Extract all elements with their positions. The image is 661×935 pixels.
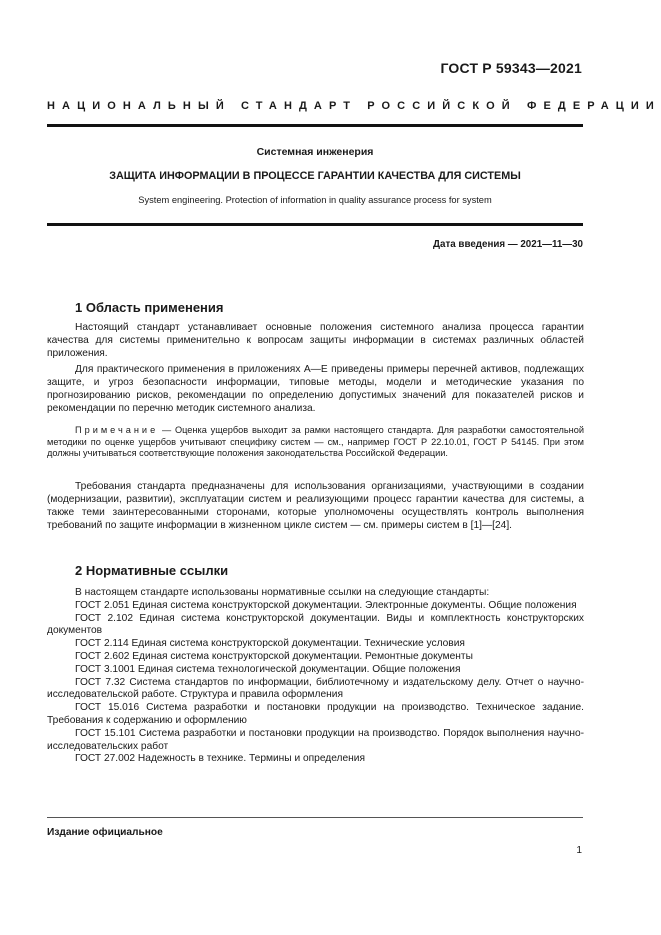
section-1-paragraph-2 [47,364,584,416]
reference-item: ГОСТ 2.051 Единая система конструкторской документации. Электронные документы. Общие положения [75,599,577,611]
paragraph-text: Настоящий стандарт устанавливает основные положения системного анализа процесса гарантии качества для системы применительно к вопросам защиты информации в системах различных областей приложения. [47,322,584,359]
reference-item: ГОСТ 2.114 Единая система конструкторской документации. Технические условия [75,638,465,650]
normative-references-list [47,587,584,766]
section-2-heading: 2 Нормативные ссылки [75,563,229,578]
reference-item: ГОСТ 2.102 Единая система конструкторской документации. Виды и комплектность конструкторских документов [47,612,584,637]
reference-item: ГОСТ 27.002 Надежность в технике. Термины и определения [75,753,365,765]
note-block [47,425,584,460]
section-1-heading: 1 Область применения [75,300,224,315]
series-title: Системная инженерия [256,146,374,158]
reference-item: ГОСТ 3.1001 Единая система технологической документации. Общие положения [75,663,461,675]
reference-item: ГОСТ 7.32 Система стандартов по информации, библиотечному и издательскому делу. Отчет о научно-исследовательской работе. Структура и правила оформления [47,676,584,701]
document-title-en: System engineering. Protection of information in quality assurance process for system [138,195,492,205]
paragraph-text: Для практического применения в приложениях А—Е приведены примеры перечней активов, подлежащих защите, и угроз безопасности информации, типовые методы, модели и методические указания по прогнозированию рисков, рекомендации по определению допустимых значений для показателей рисков и рекомендации по перечню методик системного анализа. [47,364,584,414]
introduction-date: Дата введения — 2021—11—30 [433,239,583,250]
section-1-paragraph-1 [47,322,584,361]
national-standard-banner: НАЦИОНАЛЬНЫЙ СТАНДАРТ РОССИЙСКОЙ ФЕДЕРАЦИИ [47,100,661,112]
note-label: Примечание [75,425,159,435]
official-edition-label: Издание официальное [47,827,163,838]
paragraph-text: Требования стандарта предназначены для использования организациями, участвующими в создании (модернизации, развитии), эксплуатации систем и реализующими процесс гарантии качества для системы, а также теми заинтересованными сторонами, которые уполномочены осуществлять контроль выполнения требований по защите информации в жизненном цикле систем — см. примеры систем в [1]—[24]. [47,481,584,531]
gost-number: ГОСТ Р 59343—2021 [440,60,582,76]
reference-item: ГОСТ 15.016 Система разработки и постановки продукции на производство. Техническое задание. Требования к содержанию и оформлению [47,702,584,726]
document-title-ru: ЗАЩИТА ИНФОРМАЦИИ В ПРОЦЕССЕ ГАРАНТИИ КАЧЕСТВА ДЛЯ СИСТЕМЫ [109,170,521,182]
title-divider [47,223,583,226]
references-intro: В настоящем стандарте использованы нормативные ссылки на следующие стандарты: [75,587,490,598]
footer-divider [47,817,583,818]
page-number: 1 [576,845,582,856]
reference-item: ГОСТ 2.602 Единая система конструкторской документации. Ремонтные документы [75,650,473,662]
section-1-paragraph-3 [47,481,584,533]
reference-item: ГОСТ 15.101 Система разработки и постановки продукции на производство. Порядок выполнения научно-исследовательских работ [47,727,584,752]
note-text: — Оценка ущербов выходит за рамки настоящего стандарта. Для разработки самостоятельной методики по оценке ущербов учитывают специфику систем — см., например ГОСТ Р 22.10.01, ГОСТ Р 54145. При этом должны учитываться соответствующие положения законодательства Российской Федерации. [47,425,584,459]
header-divider [47,124,583,127]
